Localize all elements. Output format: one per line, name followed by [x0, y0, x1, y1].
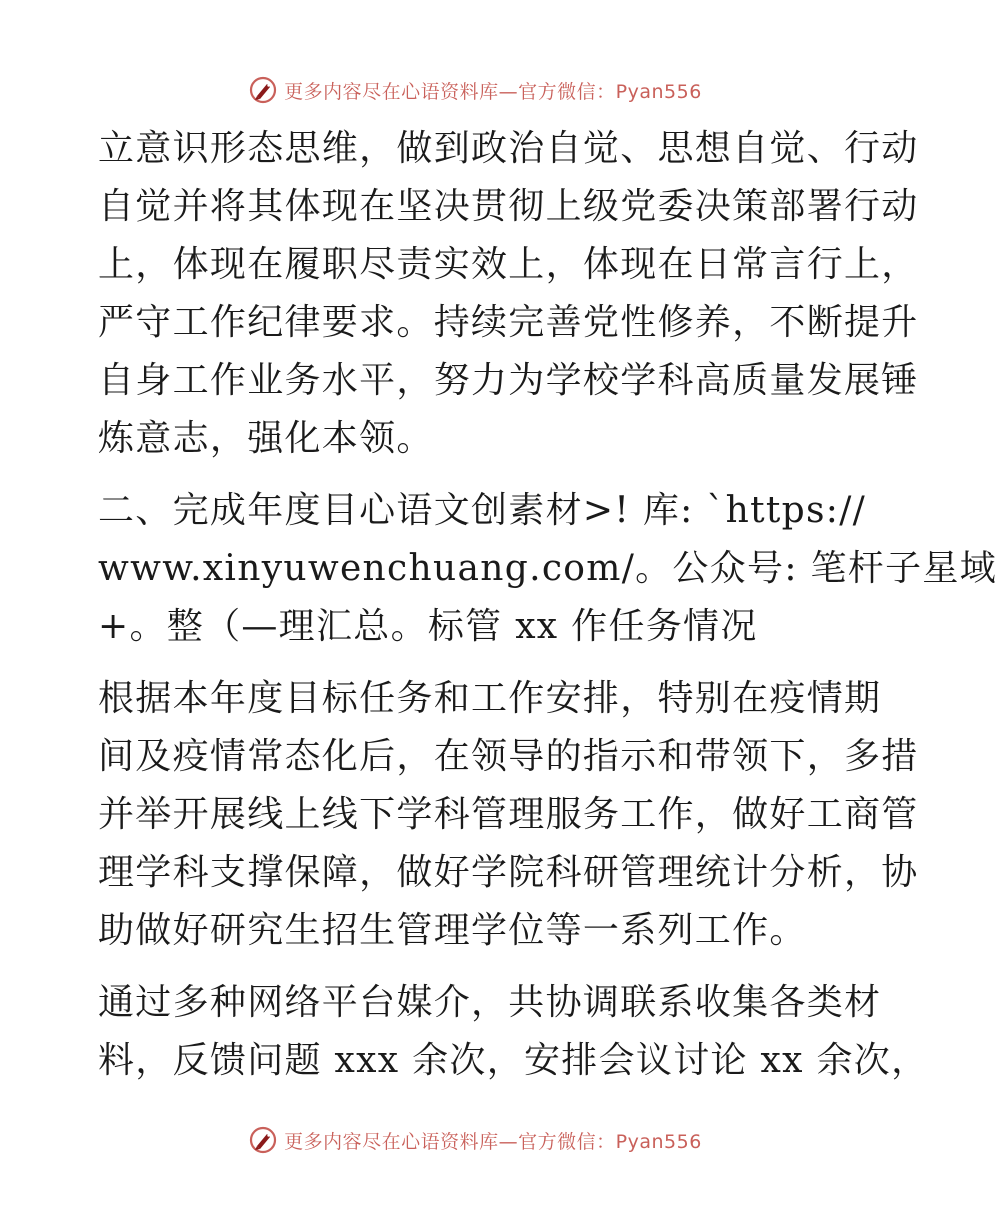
footer-watermark [0, 1122, 950, 1158]
text-line: 上，体现在履职尽责实效上，体现在日常言行上， [98, 244, 919, 285]
text-line: 料，反馈问题 xxx 余次，安排会议讨论 xx 余次， [98, 1040, 929, 1081]
document-body [98, 120, 997, 1090]
text-line: www.xinyuwenchuang.com/。公众号: 笔杆子星域 [98, 548, 997, 589]
fountain-pen-logo-icon [248, 1125, 278, 1155]
text-line: 并举开展线上线下学科管理服务工作，做好工商管 [98, 794, 919, 835]
text-line: 严守工作纪律要求。持续完善党性修养，不断提升 [98, 302, 919, 343]
watermark-text: 更多内容尽在心语资料库—官方微信：Pyan556 [284, 1130, 702, 1153]
text-line: 理学科支撑保障，做好学院科研管理统计分析，协 [98, 852, 919, 893]
text-line: 自身工作业务水平，努力为学校学科高质量发展锤 [98, 360, 919, 401]
paragraph [98, 670, 919, 960]
text-line: 助做好研究生招生管理学位等一系列工作。 [98, 910, 807, 951]
paragraph [98, 120, 919, 468]
text-line: 炼意志，强化本领。 [98, 418, 434, 459]
text-line: 根据本年度目标任务和工作安排，特别在疫情期 [98, 678, 882, 719]
text-line: 通过多种网络平台媒介，共协调联系收集各类材 [98, 982, 882, 1023]
text-line: +。整（—理汇总。标管 xx 作任务情况 [98, 606, 758, 647]
text-line: 自觉并将其体现在坚决贯彻上级党委决策部署行动 [98, 186, 919, 227]
watermark-text: 更多内容尽在心语资料库—官方微信：Pyan556 [284, 80, 702, 103]
text-line: 二、完成年度目心语文创素材>! 库: `https:// [98, 490, 867, 531]
text-line: 立意识形态思维，做到政治自觉、思想自觉、行动 [98, 128, 919, 169]
fountain-pen-logo-icon [248, 75, 278, 105]
header-watermark [0, 72, 950, 108]
paragraph [98, 974, 929, 1090]
text-line: 间及疫情常态化后，在领导的指示和带领下，多措 [98, 736, 919, 777]
paragraph [98, 482, 997, 656]
